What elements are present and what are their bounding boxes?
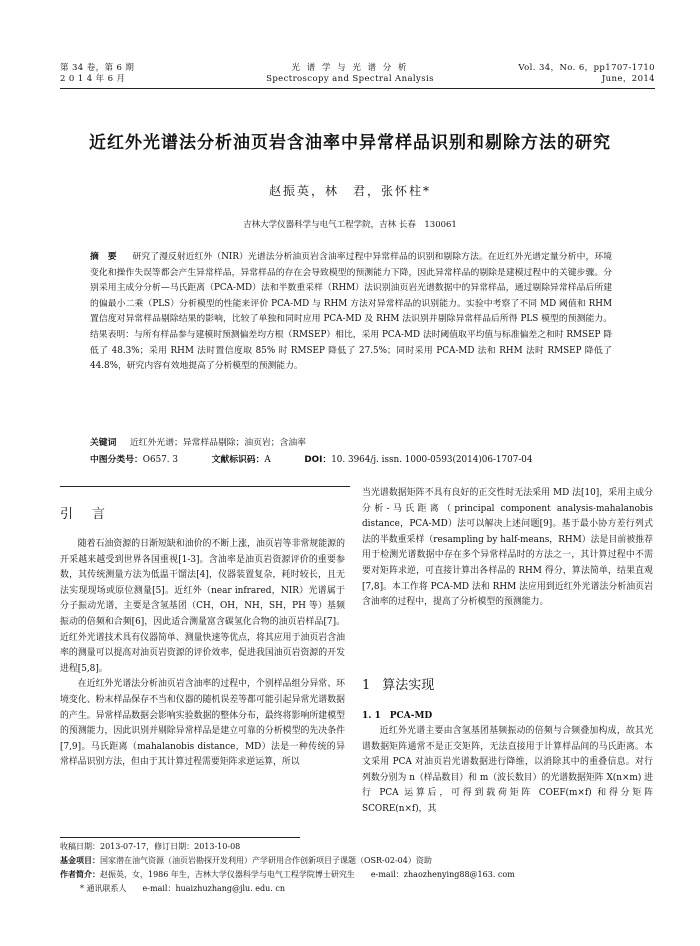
section-heading-1: 1 算法实现 (362, 678, 435, 693)
header-rule (60, 88, 655, 89)
footnotes (60, 840, 660, 896)
paper-authors: 赵振英，林 君，张怀柱* (268, 184, 431, 198)
journal-name: 光 谱 学 与 光 谱 分 析 Spectroscopy and Spectral Analysis (266, 63, 434, 84)
paper-affiliation: 吉林大学仪器科学与电气工程学院，吉林 长春 130061 (243, 220, 457, 230)
journal-volume-issue: 第 34 卷，第 6 期 2 0 1 4 年 6 月 (60, 63, 135, 84)
abstract-text: 研究了漫反射近红外（NIR）光谱法分析油页岩含油率过程中异常样品的识别和剔除方法。在近红外光谱定量分析中，环境变化和操作失误等都会产生异常样品，异常样品的存在会导致模型的预测能力下降，因此异常样品的剔除是建模过程中的关键步骤。分别采用主成分分析—马氏距离（PCA-MD）法和半数重采样（RHM）法识别油页岩光谱数据中的异常样品，通过剔除异常样品后所建的偏最小二乘（PLS）分析模型的性能来评价 PCA-MD 与 RHM 方法对异常样品的识别能力。实验中考察了不同 MD 阈值和 RHM 置信度对异常样品剔除结果的影响，比较了单独和同时应用 PCA-MD 及 RHM 法识别并剔除异常样品后所得 PLS 模型的预测能力。结果表明：与所有样品参与建模时预测偏差均方根（RMSEP）相比，采用 PCA-MD 法时阈值取平均值与标准偏差之和时 RMSEP 降低了 48.3%；采用 RHM 法时置信度取 85% 时 RMSEP 降低了 27.5%；同时采用 PCA-MD 法和 RHM 法时 RMSEP 降低了 44.8%，研究内容有效地提高了分析模型的预测能力。 (90, 252, 613, 372)
fund-note: 基金项目：国家潜在油气资源（油页岩勘探开发利用）产学研用合作创新项目子课题（OSR-02-04）资助 (60, 856, 432, 865)
author-bio: 作者简介：赵振英，女，1986 年生，吉林大学仪器科学与电气工程学院博士研究生 e-mail：zhaozhenying88@163. com (60, 870, 515, 879)
abstract-label: 摘 要 (90, 252, 117, 262)
subsection-paragraph: 近红外光谱主要由含氢基团基频振动的倍频与合频叠加构成，故其光谱数据矩阵通常不是正交矩阵，无法直接用于计算样品间的马氏距离。本文采用 PCA 对油页岩光谱数据进行降维，以消除其中的重叠信息。对行列数分别为 n（样品数目）和 m（波长数目）的光谱数据矩阵 X(n×m) 进行 PCA 运算后，可得到载荷矩阵 COEF(m×f) 和得分矩阵 SCORE(n×f)，其 (362, 726, 653, 814)
received-date: 收稿日期：2013-07-17，修订日期：2013-10-08 (60, 842, 241, 851)
classification-line: 中图分类号：O657. 3 文献标识码：A DOI：10. 3964/j. issn. 1000-0593(2014)06-1707-04 (90, 455, 533, 465)
keywords: 关键词 近红外光谱；异常样品剔除；油页岩；含油率 (90, 438, 306, 448)
section-heading-intro: 引 言 (60, 507, 109, 522)
right-column-text (362, 486, 653, 611)
column-divider (60, 486, 350, 487)
right-paragraph: 当光谱数据矩阵不具有良好的正交性时无法采用 MD 法[10]，采用主成分分析-马氏距离（principal component analysis-mahalanobis distance，PCA-MD）法可以解决上述问题[9]。基于最小协方差行列式法的半数重采样（resampling by half-means，RHM）法是目前被推荐用于检测光谱数据中存在多个异常样品时的方法之一，其计算过程中不需要对矩阵求逆，可直接计算出各样品的 RHM 得分，算法简单，结果直观[7,8]。本工作将 PCA-MD 法和 RHM 法应用到近红外光谱法分析油页岩含油率的过程中，提高了分析模型的预测能力。 (362, 488, 653, 608)
corresponding-author: * 通讯联系人 e-mail：huaizhuzhang@jlu. edu. cn (80, 884, 286, 893)
intro-paragraph: 在近红外光谱法分析油页岩含油率的过程中，个别样品组分异常、环境变化、粉末样品保存不当和仪器的随机误差等都可能引起异常光谱数据的产生。异常样品数据会影响实验数据的整体分布，最终将影响所建模型的预测能力，因此识别并剔除异常样品是建立可靠的分析模型的先决条件[7,9]。马氏距离（mahalanobis distance，MD）法是一种传统的异常样品识别方法，但由于其计算过程需要矩阵求逆运算，所以 (60, 679, 345, 768)
abstract (90, 250, 612, 375)
subsection-body (362, 724, 653, 818)
journal-pages: Vol. 34，No. 6，pp1707-1710 June，2014 (518, 63, 655, 84)
footnote-rule (60, 837, 300, 838)
intro-body (60, 537, 345, 771)
intro-paragraph: 随着石油资源的日渐短缺和油价的不断上涨，油页岩等非常规能源的开采越来越受到世界各国重视[1-3]。含油率是油页岩资源评价的重要参数，其传统测量方法为低温干馏法[4]，仪器装置复杂，耗时较长，且无法实现现场或原位测量[5]。近红外（near infrared，NIR）光谱属于分子振动光谱，主要是含氢基团（CH，OH，NH，SH，PH 等）基频振动的倍频和合频[6]，因此适合测量富含碳氢化合物的油页岩样品[7]。近红外光谱技术具有仪器简单、测量快速等优点，将其应用于油页岩含油率的测量可以提高对油页岩资源的评价效率，促进我国油页岩资源的开发进程[5,8]。 (60, 539, 345, 674)
subsection-heading-1-1: 1. 1 PCA-MD (362, 711, 433, 721)
paper-title: 近红外光谱法分析油页岩含油率中异常样品识别和剔除方法的研究 (89, 133, 611, 153)
